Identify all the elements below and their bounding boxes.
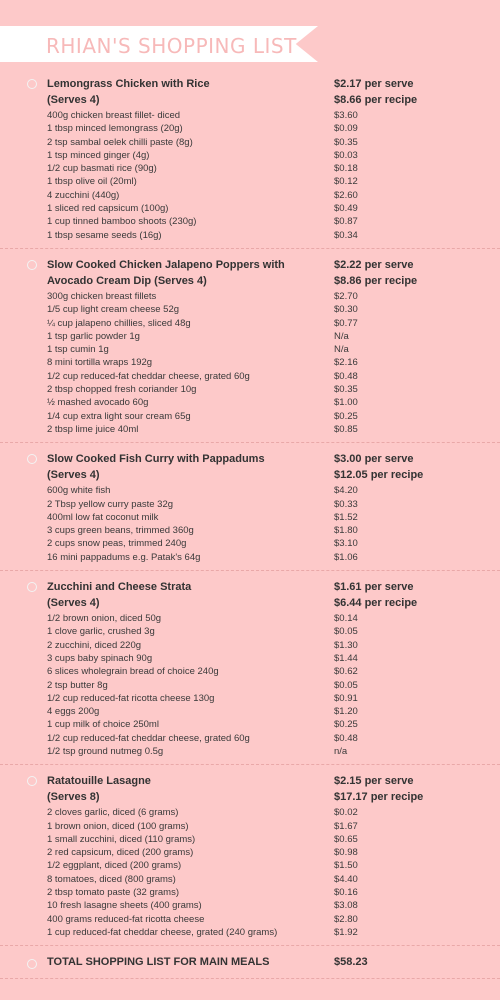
total-label: TOTAL SHOPPING LIST FOR MAIN MEALS <box>47 956 270 969</box>
ingredient-row <box>0 873 500 886</box>
ingredient-row <box>0 833 500 846</box>
bullet-circle-icon <box>27 79 37 89</box>
bullet-circle-icon <box>27 260 37 270</box>
ingredient-row <box>0 926 500 939</box>
cost-per-recipe: $6.44 per recipe <box>334 597 418 610</box>
ingredient-price: $1.92 <box>334 926 358 938</box>
ingredient-price: $0.87 <box>334 216 358 228</box>
ingredient-row <box>0 612 500 625</box>
recipe-title <box>47 451 317 483</box>
ingredient-price: $0.14 <box>334 613 358 625</box>
ingredient-name: 8 tomatoes, diced (800 grams) <box>47 873 176 885</box>
ingredient-name: 2 tbsp tomato paste (32 grams) <box>47 887 180 899</box>
cost-per-serve: $3.00 per serve <box>334 453 414 466</box>
recipe-section <box>0 443 500 571</box>
ingredient-price: $0.18 <box>334 163 358 175</box>
ingredient-price: $1.80 <box>334 525 358 537</box>
cost-per-serve: $2.17 per serve <box>334 78 414 90</box>
ingredient-name: 3 cups baby spinach 90g <box>47 652 153 664</box>
ingredient-row <box>0 396 500 409</box>
ingredient-name: 1 tsp garlic powder 1g <box>47 330 140 342</box>
recipe-title-line: Ratatouille Lasagne <box>47 775 151 788</box>
recipe-section <box>0 571 500 765</box>
ingredient-row <box>0 718 500 731</box>
ingredient-row <box>0 511 500 524</box>
recipe-costs <box>334 76 494 108</box>
ingredient-price: $1.30 <box>334 639 358 651</box>
ingredient-price: n/a <box>334 745 348 757</box>
ingredient-name: 10 fresh lasagne sheets (400 grams) <box>47 900 202 912</box>
ingredient-row <box>0 343 500 356</box>
ingredient-list <box>0 612 500 758</box>
recipe-title-line: (Serves 8) <box>47 791 100 804</box>
ingredient-row <box>0 162 500 175</box>
ingredient-row <box>0 820 500 833</box>
recipe-title-line: Lemongrass Chicken with Rice <box>47 78 210 90</box>
ingredient-name: 4 eggs 200g <box>47 706 100 718</box>
recipe-section <box>0 249 500 443</box>
recipe-title-line: Avocado Cream Dip (Serves 4) <box>47 274 207 287</box>
ingredient-price: $0.48 <box>334 732 358 744</box>
recipe-costs <box>334 579 494 611</box>
ingredient-price: $0.91 <box>334 692 358 704</box>
ingredient-row <box>0 886 500 899</box>
ingredient-price: $0.49 <box>334 203 358 215</box>
cost-per-serve: $2.22 per serve <box>334 258 414 271</box>
ingredient-price: $3.10 <box>334 538 358 550</box>
recipe-title-line: (Serves 4) <box>47 597 100 610</box>
ingredient-name: 6 slices wholegrain bread of choice 240g <box>47 666 219 678</box>
ingredient-row <box>0 846 500 859</box>
ingredient-price: $0.77 <box>334 317 358 329</box>
ingredient-name: 400g chicken breast fillet- diced <box>47 110 181 121</box>
recipe-title-line: (Serves 4) <box>47 94 100 106</box>
ingredient-price: $3.08 <box>334 900 358 912</box>
ingredient-name: 400ml low fat coconut milk <box>47 511 159 523</box>
ingredient-row <box>0 423 500 436</box>
ingredient-price: $0.09 <box>334 123 358 135</box>
ingredient-name: 1 cup reduced-fat cheddar cheese, grated (240 grams) <box>47 926 278 938</box>
recipe-title <box>47 257 317 289</box>
ingredient-price: N/a <box>334 330 349 342</box>
ingredient-price: $1.44 <box>334 652 358 664</box>
ingredient-name: 1 tsp minced ginger (4g) <box>47 149 150 161</box>
recipe-section <box>0 765 500 946</box>
ingredient-name: 300g chicken breast fillets <box>47 290 157 302</box>
ingredient-row <box>0 410 500 423</box>
shopping-list <box>0 70 500 979</box>
ingredient-name: 1 brown onion, diced (100 grams) <box>47 820 189 832</box>
ingredient-row <box>0 665 500 678</box>
ingredient-price: $0.16 <box>334 887 358 899</box>
ingredient-list <box>0 109 500 242</box>
ingredient-name: 2 tbsp lime juice 40ml <box>47 423 139 435</box>
ingredient-row <box>0 745 500 758</box>
ingredient-price: $2.60 <box>334 189 358 201</box>
ingredient-name: 4 zucchini (440g) <box>47 189 120 201</box>
ingredient-name: 1 tbsp sesame seeds (16g) <box>47 229 162 241</box>
ingredient-price: $3.60 <box>334 110 358 121</box>
ingredient-price: $1.20 <box>334 706 358 718</box>
ingredient-name: 2 cloves garlic, diced (6 grams) <box>47 807 179 819</box>
ingredient-name: 1/2 cup reduced-fat ricotta cheese 130g <box>47 692 215 704</box>
ingredient-row <box>0 806 500 819</box>
ingredient-row <box>0 149 500 162</box>
recipe-title-line: Slow Cooked Fish Curry with Pappadums <box>47 453 265 466</box>
ingredient-row <box>0 189 500 202</box>
ingredient-row <box>0 537 500 550</box>
ingredient-row <box>0 122 500 135</box>
ingredient-row <box>0 330 500 343</box>
recipe-title-line: Slow Cooked Chicken Jalapeno Poppers with <box>47 258 285 271</box>
recipe-costs <box>334 451 494 483</box>
ingredient-name: 1/4 cup extra light sour cream 65g <box>47 410 191 422</box>
recipe-title <box>47 773 317 805</box>
ingredient-name: 1/2 eggplant, diced (200 grams) <box>47 860 182 872</box>
ingredient-price: $1.50 <box>334 860 358 872</box>
ingredient-row <box>0 652 500 665</box>
ingredient-row <box>0 913 500 926</box>
ingredient-price: $0.30 <box>334 304 358 316</box>
bullet-circle-icon <box>27 959 37 969</box>
cost-per-recipe: $8.86 per recipe <box>334 274 418 287</box>
ingredient-price: $0.85 <box>334 423 358 435</box>
ingredient-price: $0.62 <box>334 666 358 678</box>
ingredient-name: 1/2 tsp ground nutmeg 0.5g <box>47 745 164 757</box>
ingredient-row <box>0 498 500 511</box>
ingredient-row <box>0 551 500 564</box>
ingredient-row <box>0 679 500 692</box>
ingredient-list <box>0 290 500 436</box>
ingredient-row <box>0 692 500 705</box>
ingredient-price: $0.35 <box>334 136 358 148</box>
ingredient-row <box>0 484 500 497</box>
ingredient-row <box>0 202 500 215</box>
ingredient-name: ¼ cup jalapeno chillies, sliced 48g <box>47 317 191 329</box>
ingredient-name: 8 mini tortilla wraps 192g <box>47 357 153 369</box>
ingredient-name: 1 small zucchini, diced (110 grams) <box>47 833 196 845</box>
ingredient-name: 2 cups snow peas, trimmed 240g <box>47 538 187 550</box>
ingredient-name: 1/2 cup reduced-fat cheddar cheese, grated 60g <box>47 370 250 382</box>
ingredient-row <box>0 859 500 872</box>
cost-per-recipe: $12.05 per recipe <box>334 469 424 482</box>
total-row <box>0 946 500 979</box>
ingredient-price: $0.34 <box>334 229 358 241</box>
ingredient-price: $1.00 <box>334 397 358 409</box>
ingredient-row <box>0 356 500 369</box>
ingredient-row <box>0 732 500 745</box>
ingredient-row <box>0 290 500 303</box>
ingredient-row <box>0 370 500 383</box>
recipe-title <box>47 76 317 108</box>
ingredient-price: $0.05 <box>334 626 358 638</box>
ingredient-name: 1 sliced red capsicum (100g) <box>47 203 169 215</box>
ingredient-row <box>0 215 500 228</box>
recipe-title-line: (Serves 4) <box>47 469 100 482</box>
ingredient-row <box>0 175 500 188</box>
ingredient-name: 2 tbsp chopped fresh coriander 10g <box>47 384 197 396</box>
ingredient-row <box>0 317 500 330</box>
ingredient-name: 2 tsp butter 8g <box>47 679 108 691</box>
ingredient-price: $1.52 <box>334 511 358 523</box>
cost-per-recipe: $17.17 per recipe <box>334 791 424 804</box>
ingredient-name: ½ mashed avocado 60g <box>47 397 149 409</box>
ingredient-price: $1.06 <box>334 551 358 563</box>
ingredient-name: 400 grams reduced-fat ricotta cheese <box>47 913 205 925</box>
ingredient-row <box>0 136 500 149</box>
ingredient-price: $0.65 <box>334 833 358 845</box>
ingredient-name: 1/2 cup basmati rice (90g) <box>47 163 157 175</box>
ingredient-price: $0.35 <box>334 384 358 396</box>
ingredient-name: 2 zucchini, diced 220g <box>47 639 142 651</box>
ingredient-name: 1/5 cup light cream cheese 52g <box>47 304 180 316</box>
ingredient-name: 16 mini pappadums e.g. Patak's 64g <box>47 551 201 563</box>
bullet-circle-icon <box>27 582 37 592</box>
ingredient-price: $0.02 <box>334 807 358 819</box>
ingredient-price: $0.05 <box>334 679 358 691</box>
ingredient-price: $2.80 <box>334 913 358 925</box>
ingredient-price: $1.67 <box>334 820 358 832</box>
ingredient-name: 1 cup tinned bamboo shoots (230g) <box>47 216 197 228</box>
ingredient-row <box>0 524 500 537</box>
ingredient-price: $2.70 <box>334 290 358 302</box>
total-value: $58.23 <box>334 956 368 969</box>
ingredient-price: $0.98 <box>334 847 358 859</box>
ingredient-price: $0.33 <box>334 498 358 510</box>
cost-per-recipe: $8.66 per recipe <box>334 94 418 106</box>
recipe-costs <box>334 773 494 805</box>
ingredient-price: $0.48 <box>334 370 358 382</box>
ingredient-name: 600g white fish <box>47 485 111 497</box>
ingredient-price: $2.16 <box>334 357 358 369</box>
ingredient-name: 1 tsp cumin 1g <box>47 344 109 356</box>
ingredient-row <box>0 229 500 242</box>
ingredient-name: 1 clove garlic, crushed 3g <box>47 626 155 638</box>
ingredient-price: $0.25 <box>334 719 358 731</box>
ingredient-price: $0.03 <box>334 149 358 161</box>
ingredient-name: 1/2 brown onion, diced 50g <box>47 613 162 625</box>
ingredient-name: 1/2 cup reduced-fat cheddar cheese, grated 60g <box>47 732 250 744</box>
ingredient-row <box>0 625 500 638</box>
ingredient-name: 3 cups green beans, trimmed 360g <box>47 525 194 537</box>
recipe-title <box>47 579 317 611</box>
ingredient-name: 1 tbsp minced lemongrass (20g) <box>47 123 183 135</box>
ingredient-row <box>0 383 500 396</box>
ingredient-price: $0.12 <box>334 176 358 188</box>
ingredient-list <box>0 806 500 939</box>
recipe-costs <box>334 257 494 289</box>
ingredient-name: 1 tbsp olive oil (20ml) <box>47 176 137 188</box>
cost-per-serve: $2.15 per serve <box>334 775 414 788</box>
ingredient-row <box>0 899 500 912</box>
ingredient-name: 1 cup milk of choice 250ml <box>47 719 159 731</box>
ingredient-name: 2 tsp sambal oelek chilli paste (8g) <box>47 136 193 148</box>
ingredient-row <box>0 705 500 718</box>
ingredient-price: $4.20 <box>334 485 358 497</box>
ingredient-price: $4.40 <box>334 873 358 885</box>
ingredient-price: N/a <box>334 344 349 356</box>
ingredient-row <box>0 109 500 122</box>
recipe-section <box>0 70 500 249</box>
ingredient-name: 2 Tbsp yellow curry paste 32g <box>47 498 174 510</box>
ingredient-price: $0.25 <box>334 410 358 422</box>
cost-per-serve: $1.61 per serve <box>334 581 414 594</box>
ingredient-name: 2 red capsicum, diced (200 grams) <box>47 847 194 859</box>
ingredient-row <box>0 639 500 652</box>
recipe-title-line: Zucchini and Cheese Strata <box>47 581 192 594</box>
page-title: RHIAN'S SHOPPING LIST <box>46 34 297 58</box>
ingredient-row <box>0 303 500 316</box>
ingredient-list <box>0 484 500 564</box>
